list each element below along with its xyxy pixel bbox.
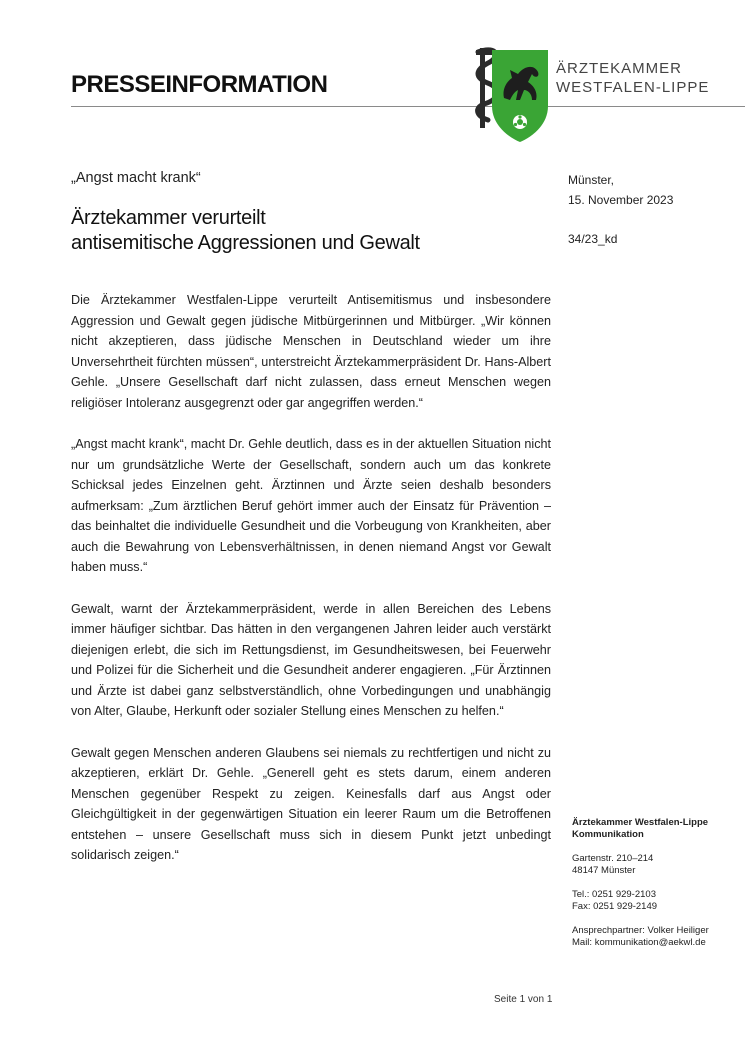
article-tagline: „Angst macht krank“ — [71, 170, 201, 186]
organization-name-line2: WESTFALEN-LIPPE — [556, 79, 710, 96]
organization-name — [556, 59, 709, 97]
organization-name-line1: ÄRZTEKAMMER — [556, 60, 683, 77]
contact-sidebar — [572, 817, 732, 961]
contact-org: Ärztekammer Westfalen-Lippe — [572, 817, 709, 828]
document-meta — [568, 170, 673, 249]
contact-city: 48147 Münster — [572, 865, 636, 876]
paragraph: „Angst macht krank“, macht Dr. Gehle deutlich, dass es in der aktuellen Situation nicht nur um grundsätzliche Werte der Gesellschaft, sondern auch um das konkrete Schicksal jedes Einzelnen geht. Ärztinnen und Ärzte seien deshalb besonders aufmerksam: „Zum ärztlichen Beruf gehört immer auch der Einsatz für Prävention – das beinhaltet die individuelle Gesundheit und die Vorbeugung von Krankheiten, aber auch die Bewahrung von Lebensverhältnissen, in denen niemand Angst vor Gewalt haben muss.“ — [71, 437, 551, 574]
header-divider — [71, 106, 745, 107]
article-body — [71, 290, 551, 887]
paragraph: Die Ärztekammer Westfalen-Lippe verurteilt Antisemitismus und insbesondere Aggression und Gewalt gegen jüdische Mitbürgerinnen und Mitbürger. „Wir können nicht akzeptieren, dass jüdische Menschen in Deutschland wieder um ihre Unversehrtheit fürchten müssen“, unterstreicht Ärztekammerpräsident Dr. Hans-Albert Gehle. „Unsere Gesellschaft darf nicht zulassen, dass erneut Menschen wegen religiöser Intoleranz ausgegrenzt oder gar angegriffen werden.“ — [71, 293, 551, 410]
meta-place: Münster, — [568, 173, 615, 187]
page-number: Seite 1 von 1 — [494, 994, 553, 1005]
paragraph: Gewalt, warnt der Ärztekammerpräsident, werde in allen Bereichen des Lebens immer häufiger sichtbar. Das hätten in den vergangenen Jahren leider auch verstärkt diejenigen erlebt, die sich im Rettungsdienst, im Gesundheitswesen, bei Feuerwehr und Polizei für die Sicherheit und die Gesundheit anderer engagieren. „Für Ärztinnen und Ärzte ist dabei ganz selbstverständlich, ohne Vorbedingungen und unabhängig von Alter, Glaube, Herkunft oder sozialer Stellung eines Menschen zu helfen.“ — [71, 601, 551, 718]
contact-fax: Fax: 0251 929-2149 — [572, 901, 658, 912]
headline-line2: antisemitische Aggressionen und Gewalt — [71, 232, 420, 254]
meta-reference: 34/23_kd — [568, 232, 618, 246]
headline-line1: Ärztekammer verurteilt — [71, 207, 266, 229]
recycling-emblem-icon — [513, 115, 527, 129]
contact-department: Kommunikation — [572, 829, 644, 840]
contact-phone: Tel.: 0251 929-2103 — [572, 889, 656, 900]
contact-street: Gartenstr. 210–214 — [572, 853, 654, 864]
contact-email[interactable]: Mail: kommunikation@aekwl.de — [572, 937, 706, 948]
contact-person: Ansprechpartner: Volker Heiliger — [572, 925, 709, 936]
chamber-logo — [468, 44, 560, 142]
paragraph: Gewalt gegen Menschen anderen Glaubens sei niemals zu rechtfertigen und nicht zu akzeptieren, erklärt Dr. Gehle. „Generell geht es stets darum, einem anderen Menschen gegenüber Respekt zu zeigen. Keinesfalls darf aus Angst oder Gleichgültigkeit in der gegenwärtigen Situation ein leerer Raum um die Betroffenen entstehen – unsere Gesellschaft muss sich in diesem Punkt jetzt unbedingt solidarisch zeigen.“ — [71, 745, 551, 862]
article-headline — [71, 206, 541, 256]
document-title: PRESSEINFORMATION — [71, 71, 328, 98]
meta-date: 15. November 2023 — [568, 193, 674, 207]
